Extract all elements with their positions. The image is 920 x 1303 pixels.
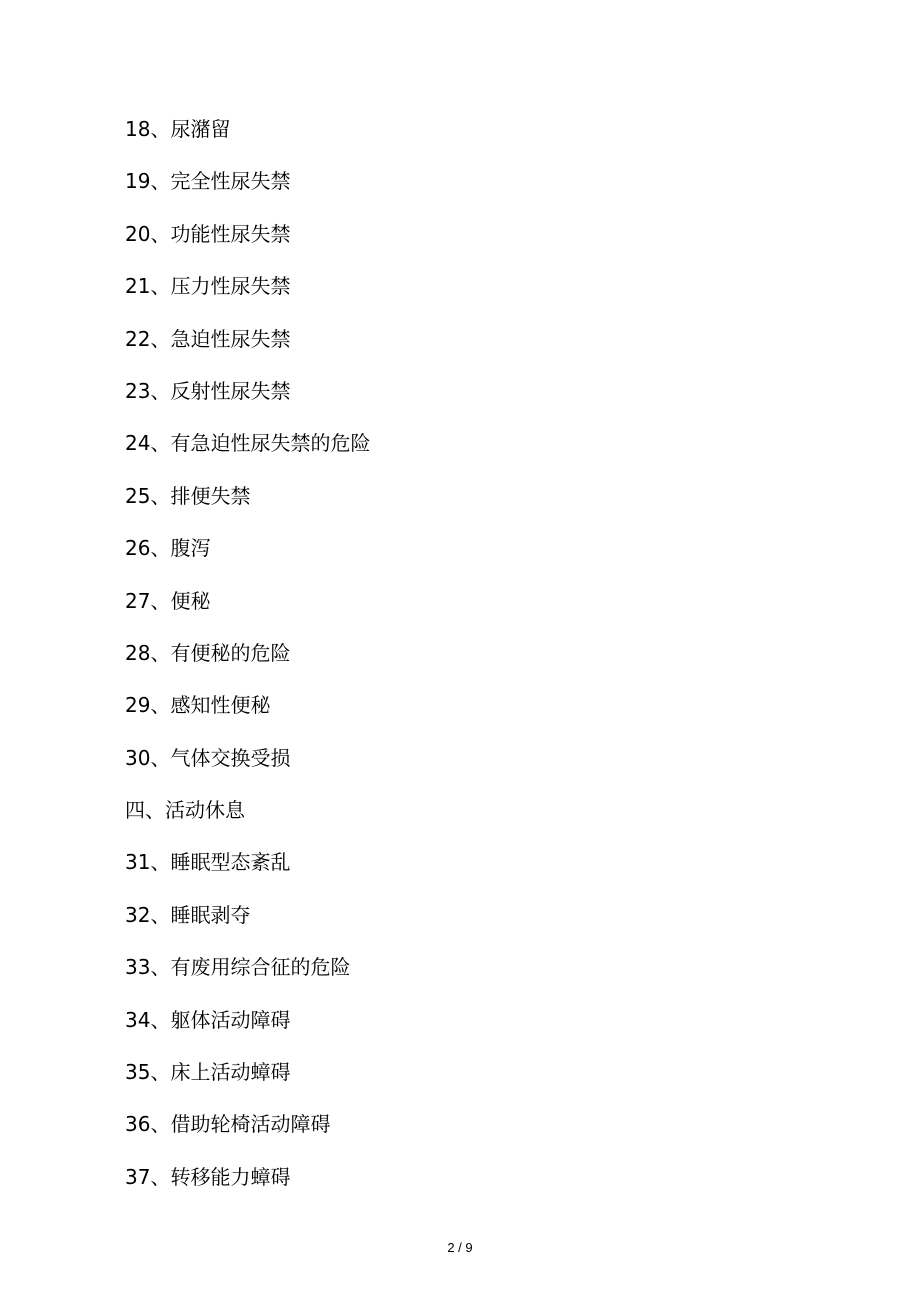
- list-item: 31、睡眠型态紊乱: [125, 850, 291, 875]
- list-item: 37、转移能力蟑碍: [125, 1164, 291, 1189]
- list-item: 36、借助轮椅活动障碍: [125, 1112, 331, 1137]
- list-item: 27、便秘: [125, 588, 211, 613]
- nursing-diagnosis-list: [125, 114, 370, 1214]
- list-item: 35、床上活动蟑碍: [125, 1060, 291, 1085]
- list-item: 18、尿潴留: [125, 117, 231, 141]
- list-item: 32、睡眠剥夺: [125, 902, 251, 927]
- list-item: 20、功能性尿失禁: [125, 221, 291, 246]
- list-item: 19、完全性尿失禁: [125, 169, 291, 194]
- section-heading: 四、活动休息: [125, 798, 245, 823]
- page-number: 2 / 9: [447, 1240, 473, 1255]
- list-item: 24、有急迫性尿失禁的危险: [125, 431, 371, 456]
- list-item: 33、有废用综合征的危险: [125, 955, 351, 980]
- list-item: 29、感知性便秘: [125, 693, 271, 718]
- list-item: 25、排便失禁: [125, 483, 251, 508]
- list-item: 28、有便秘的危险: [125, 640, 291, 665]
- list-item: 21、压力性尿失禁: [125, 274, 291, 299]
- list-item: 22、急迫性尿失禁: [125, 326, 291, 351]
- list-item: 23、反射性尿失禁: [125, 378, 291, 403]
- list-item: 26、腹泻: [125, 536, 211, 561]
- list-item: 30、气体交换受损: [125, 745, 291, 770]
- list-item: 34、躯体活动障碍: [125, 1007, 291, 1032]
